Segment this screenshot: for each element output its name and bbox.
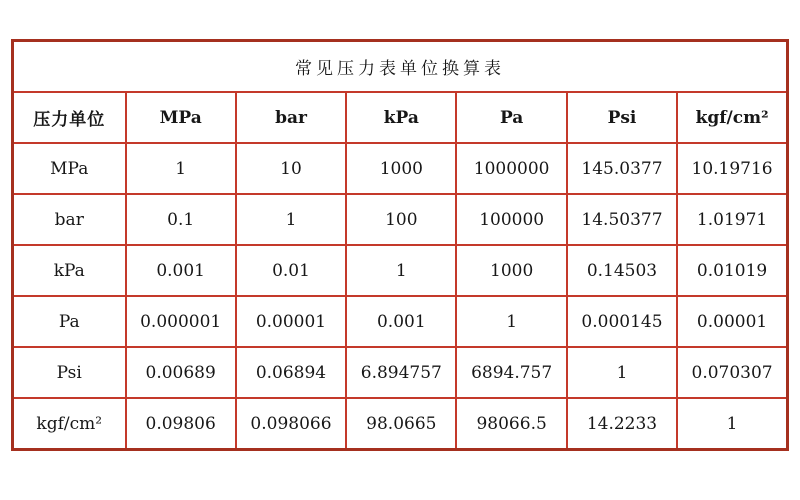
col-header-kpa: kPa <box>346 92 456 143</box>
cell-psi-psi: 1 <box>567 347 677 398</box>
table-title: 常见压力表单位换算表 <box>13 41 788 93</box>
cell-kgfcm2-kgfcm2: 1 <box>677 398 787 450</box>
col-header-psi: Psi <box>567 92 677 143</box>
cell-bar-pa: 100000 <box>456 194 566 245</box>
cell-kpa-psi: 0.14503 <box>567 245 677 296</box>
header-row <box>13 92 788 143</box>
cell-kgfcm2-psi: 14.2233 <box>567 398 677 450</box>
table-row-psi <box>13 347 788 398</box>
cell-bar-psi: 14.50377 <box>567 194 677 245</box>
table-row-kpa <box>13 245 788 296</box>
cell-psi-bar: 0.06894 <box>236 347 346 398</box>
col-header-pa: Pa <box>456 92 566 143</box>
cell-kpa-bar: 0.01 <box>236 245 346 296</box>
cell-kpa-pa: 1000 <box>456 245 566 296</box>
cell-pa-psi: 0.000145 <box>567 296 677 347</box>
cell-pa-kgfcm2: 0.00001 <box>677 296 787 347</box>
title-row <box>13 41 788 93</box>
corner-header: 压力单位 <box>13 92 126 143</box>
row-header-bar: bar <box>13 194 126 245</box>
cell-pa-mpa: 0.000001 <box>126 296 236 347</box>
cell-mpa-pa: 1000000 <box>456 143 566 194</box>
cell-kgfcm2-bar: 0.098066 <box>236 398 346 450</box>
cell-mpa-mpa: 1 <box>126 143 236 194</box>
cell-bar-kpa: 100 <box>346 194 456 245</box>
row-header-mpa: MPa <box>13 143 126 194</box>
cell-bar-kgfcm2: 1.01971 <box>677 194 787 245</box>
table-row-bar <box>13 194 788 245</box>
cell-bar-bar: 1 <box>236 194 346 245</box>
cell-mpa-kpa: 1000 <box>346 143 456 194</box>
col-header-kgfcm2: kgf/cm² <box>677 92 787 143</box>
table-row-kgfcm2 <box>13 398 788 450</box>
cell-kpa-mpa: 0.001 <box>126 245 236 296</box>
cell-psi-kpa: 6.894757 <box>346 347 456 398</box>
row-header-kgfcm2: kgf/cm² <box>13 398 126 450</box>
table-row-mpa <box>13 143 788 194</box>
cell-kgfcm2-mpa: 0.09806 <box>126 398 236 450</box>
col-header-mpa: MPa <box>126 92 236 143</box>
cell-pa-pa: 1 <box>456 296 566 347</box>
cell-mpa-bar: 10 <box>236 143 346 194</box>
cell-psi-kgfcm2: 0.070307 <box>677 347 787 398</box>
cell-mpa-kgfcm2: 10.19716 <box>677 143 787 194</box>
cell-pa-kpa: 0.001 <box>346 296 456 347</box>
row-header-kpa: kPa <box>13 245 126 296</box>
table-row-pa <box>13 296 788 347</box>
row-header-pa: Pa <box>13 296 126 347</box>
cell-psi-mpa: 0.00689 <box>126 347 236 398</box>
cell-mpa-psi: 145.0377 <box>567 143 677 194</box>
cell-kpa-kpa: 1 <box>346 245 456 296</box>
row-header-psi: Psi <box>13 347 126 398</box>
col-header-bar: bar <box>236 92 346 143</box>
cell-pa-bar: 0.00001 <box>236 296 346 347</box>
cell-kpa-kgfcm2: 0.01019 <box>677 245 787 296</box>
cell-bar-mpa: 0.1 <box>126 194 236 245</box>
pressure-conversion-table <box>11 39 789 451</box>
cell-kgfcm2-kpa: 98.0665 <box>346 398 456 450</box>
cell-kgfcm2-pa: 98066.5 <box>456 398 566 450</box>
cell-psi-pa: 6894.757 <box>456 347 566 398</box>
